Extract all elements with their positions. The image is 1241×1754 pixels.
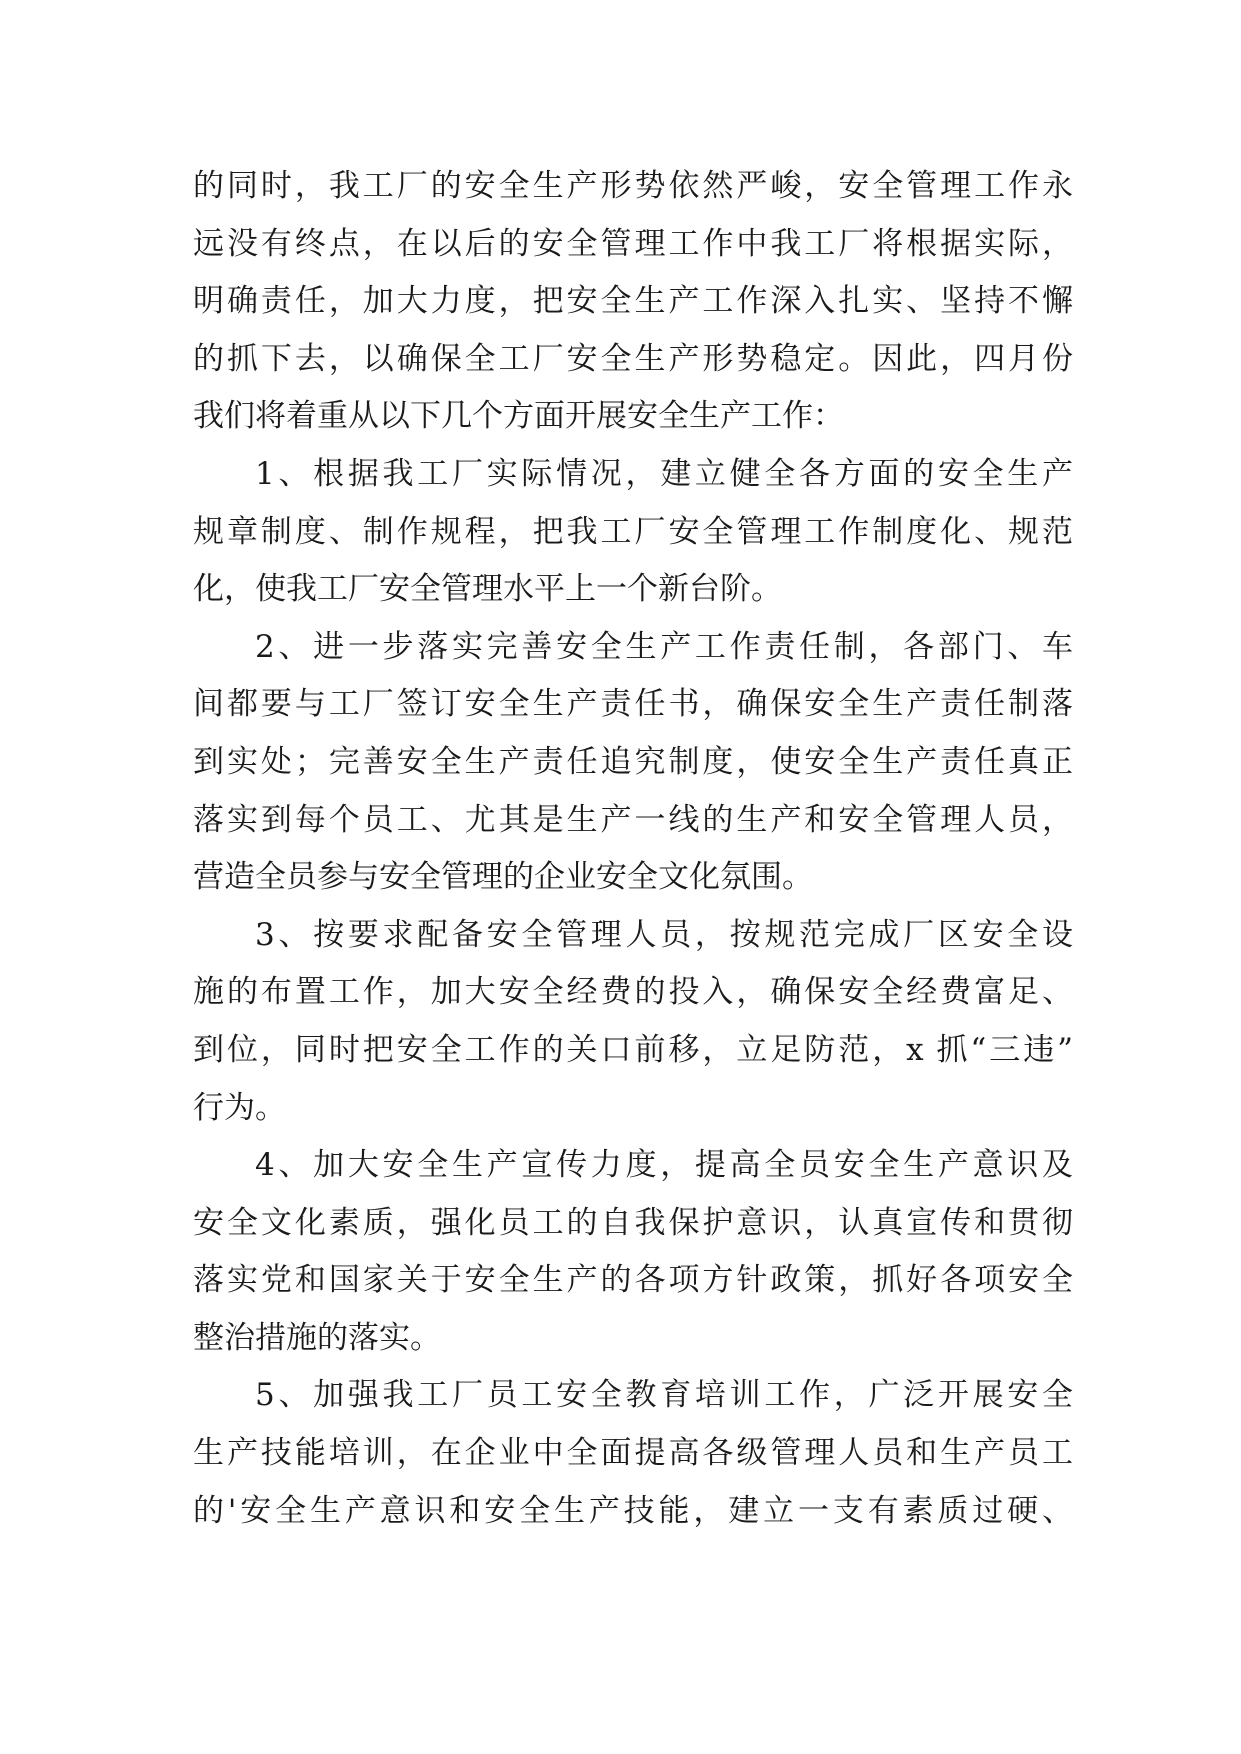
text-line: 到实处；完善安全生产责任追究制度，使安全生产责任真正 bbox=[193, 743, 1073, 780]
list-item-1-line: 1、根据我工厂实际情况，建立健全各方面的安全生产 bbox=[255, 455, 1073, 492]
text-line: 的'安全生产意识和安全生产技能，建立一支有素质过硬、 bbox=[193, 1492, 1073, 1529]
text-line: 规章制度、制作规程，把我工厂安全管理工作制度化、规范 bbox=[193, 513, 1073, 550]
text-line: 远没有终点，在以后的安全管理工作中我工厂将根据实际， bbox=[193, 225, 1073, 262]
text-line: 明确责任，加大力度，把安全生产工作深入扎实、坚持不懈 bbox=[193, 283, 1073, 320]
text-line: 的抓下去，以确保全工厂安全生产形势稳定。因此，四月份 bbox=[193, 340, 1073, 377]
text-line: 整治措施的落实。 bbox=[193, 1319, 441, 1356]
text-line: 施的布置工作，加大安全经费的投入，确保安全经费富足、 bbox=[193, 974, 1073, 1011]
list-item-5-line: 5、加强我工厂员工安全教育培训工作，广泛开展安全 bbox=[255, 1377, 1073, 1414]
list-item-3-line: 3、按要求配备安全管理人员，按规范完成厂区安全设 bbox=[255, 916, 1073, 953]
text-line: 间都要与工厂签订安全生产责任书，确保安全生产责任制落 bbox=[193, 686, 1073, 723]
list-item-4-line: 4、加大安全生产宣传力度，提高全员安全生产意识及 bbox=[255, 1147, 1073, 1184]
text-line: 到位，同时把安全工作的关口前移，立足防范，x 抓“三违” bbox=[193, 1031, 1073, 1068]
text-line: 的同时，我工厂的安全生产形势依然严峻，安全管理工作永 bbox=[193, 168, 1073, 204]
text-line: 行为。 bbox=[193, 1089, 286, 1126]
text-line: 我们将着重从以下几个方面开展安全生产工作： bbox=[193, 398, 844, 435]
text-line: 落实到每个员工、尤其是生产一线的生产和安全管理人员， bbox=[193, 801, 1073, 838]
text-line: 生产技能培训，在企业中全面提高各级管理人员和生产员工 bbox=[193, 1435, 1073, 1472]
document-body bbox=[193, 158, 1073, 1540]
text-line: 安全文化素质，强化员工的自我保护意识，认真宣传和贯彻 bbox=[193, 1204, 1073, 1241]
list-item-2-line: 2、进一步落实完善安全生产工作责任制，各部门、车 bbox=[255, 628, 1073, 665]
text-line: 营造全员参与安全管理的企业安全文化氛围。 bbox=[193, 859, 813, 896]
text-line: 落实党和国家关于安全生产的各项方针政策，抓好各项安全 bbox=[193, 1262, 1073, 1299]
text-line: 化，使我工厂安全管理水平上一个新台阶。 bbox=[193, 571, 782, 608]
